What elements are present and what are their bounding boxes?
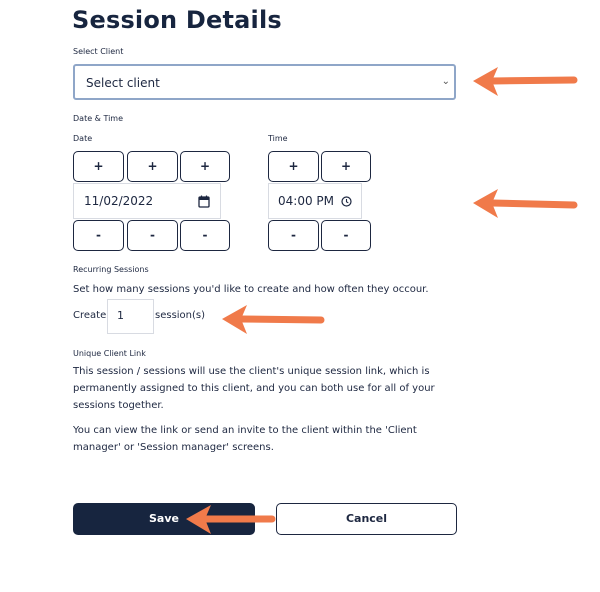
- save-button[interactable]: Save: [73, 503, 255, 535]
- arrow-annotation-datetime: [473, 189, 574, 218]
- session-count-value: 1: [117, 309, 124, 322]
- date-year-decrement-button[interactable]: -: [180, 220, 230, 251]
- link-info-line-1: You can view the link or send an invite to the client within the 'Client: [73, 425, 417, 436]
- unique-client-link-label: Unique Client Link: [73, 349, 146, 358]
- time-value: 04:00 PM: [278, 194, 334, 208]
- select-client-label: Select Client: [73, 47, 124, 56]
- create-prefix-text: Create: [73, 310, 107, 321]
- recurring-sessions-label: Recurring Sessions: [73, 265, 149, 274]
- arrow-annotation-session-count: [222, 305, 321, 334]
- recurring-description: Set how many sessions you'd like to create and how often they occour.: [73, 284, 429, 295]
- time-minute-increment-button[interactable]: +: [321, 151, 371, 182]
- time-hour-increment-button[interactable]: +: [268, 151, 319, 182]
- date-day-decrement-button[interactable]: -: [127, 220, 178, 251]
- link-paragraph-line-1: This session / sessions will use the client's unique session link, which is: [73, 366, 430, 377]
- page-title: Session Details: [72, 6, 282, 34]
- link-info-line-2: manager' or 'Session manager' screens.: [73, 442, 274, 453]
- chevron-down-icon: ⌄: [441, 76, 450, 87]
- date-label: Date: [73, 134, 93, 143]
- arrow-annotation-client-select: [473, 67, 574, 96]
- time-hour-decrement-button[interactable]: -: [268, 220, 319, 251]
- date-value: 11/02/2022: [84, 194, 154, 208]
- date-year-increment-button[interactable]: +: [180, 151, 230, 182]
- link-paragraph-line-2: permanently assigned to this client, and you can both use for all of your: [73, 383, 435, 394]
- time-minute-decrement-button[interactable]: -: [321, 220, 371, 251]
- time-label: Time: [268, 134, 288, 143]
- date-month-decrement-button[interactable]: -: [73, 220, 124, 251]
- arrow-annotation-save: [186, 505, 272, 534]
- date-month-increment-button[interactable]: +: [73, 151, 124, 182]
- date-time-label: Date & Time: [73, 114, 124, 123]
- create-suffix-text: session(s): [155, 310, 206, 321]
- cancel-button[interactable]: Cancel: [276, 503, 457, 535]
- link-paragraph-line-3: sessions together.: [73, 400, 164, 411]
- client-select-value: Select client: [86, 76, 160, 90]
- date-day-increment-button[interactable]: +: [127, 151, 178, 182]
